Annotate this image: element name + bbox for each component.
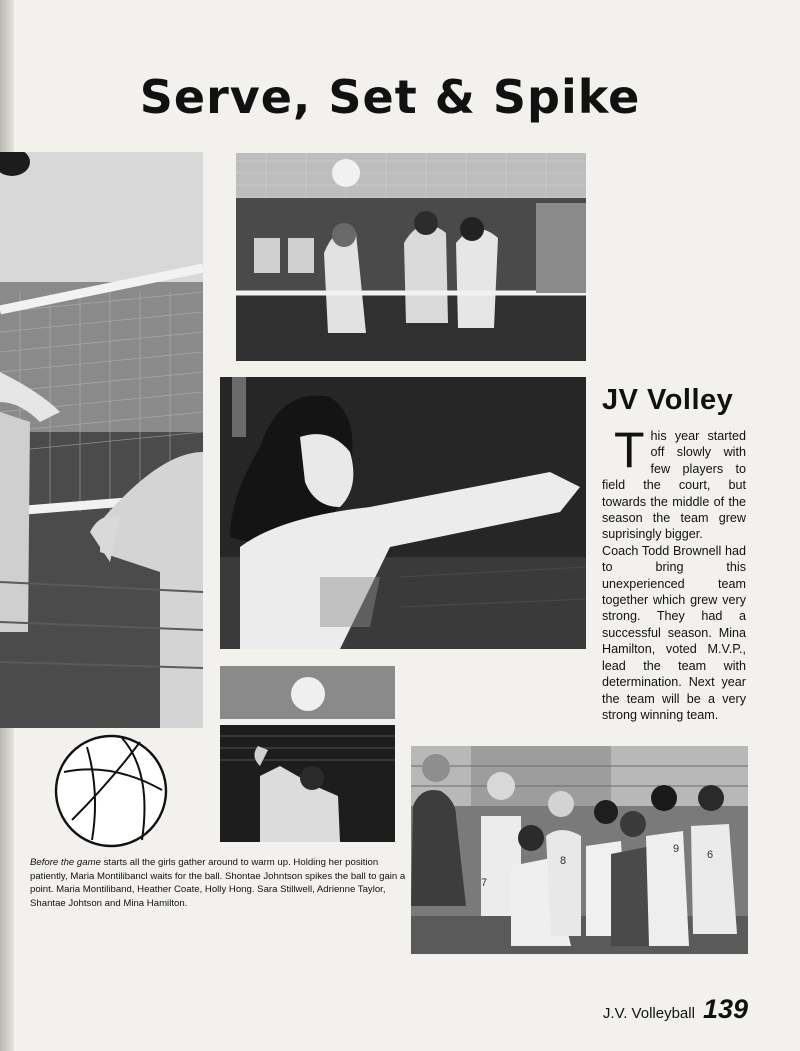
drop-cap: T: [614, 422, 645, 478]
jersey-number: 8: [560, 855, 567, 867]
volleyball-icon: [52, 732, 170, 850]
story-paragraph-2: Coach Todd Brownell had to bring this unexperienced team together which grew very strong. They had a successful season. Mina Hamilton, voted M.V.P., lead the team with determination. Next year the team will be a very strong winning team.: [602, 543, 746, 722]
page-folio: [603, 994, 748, 1025]
folio-section: J.V. Volleyball: [602, 1005, 695, 1022]
caption-lead: Before the game: [30, 857, 101, 868]
photo-net-left: [0, 152, 203, 728]
jersey-number: 6: [707, 849, 714, 861]
jersey-number: 9: [673, 843, 680, 855]
photo-spike: [220, 666, 395, 842]
page-number: 139: [702, 994, 748, 1024]
photo-team: [411, 746, 748, 954]
page-title: Serve, Set & Spike: [139, 70, 641, 124]
story-body: [602, 422, 746, 723]
jersey-number: 7: [481, 877, 488, 889]
story-paragraph-1: his year started off slowly with few players to field the court, but towards the middle of the season the team grew suprisingly bigger.: [602, 429, 746, 542]
story-heading: JV Volley: [602, 384, 734, 416]
photo-net-practice: [236, 153, 586, 361]
caption-text: starts all the girls gather around to warm up. Holding her position patiently, Maria Montilibancl waits for the ball. Shontae Johntson spikes the ball to gain a point. Maria Montiliband, Heather Coate, Holly Hong. Sara Stillwell, Adrienne Taylor, Shantae Johtson and Mina Hamilton.: [30, 857, 406, 909]
photo-caption: [30, 856, 406, 910]
photo-player-bump: [220, 377, 586, 649]
